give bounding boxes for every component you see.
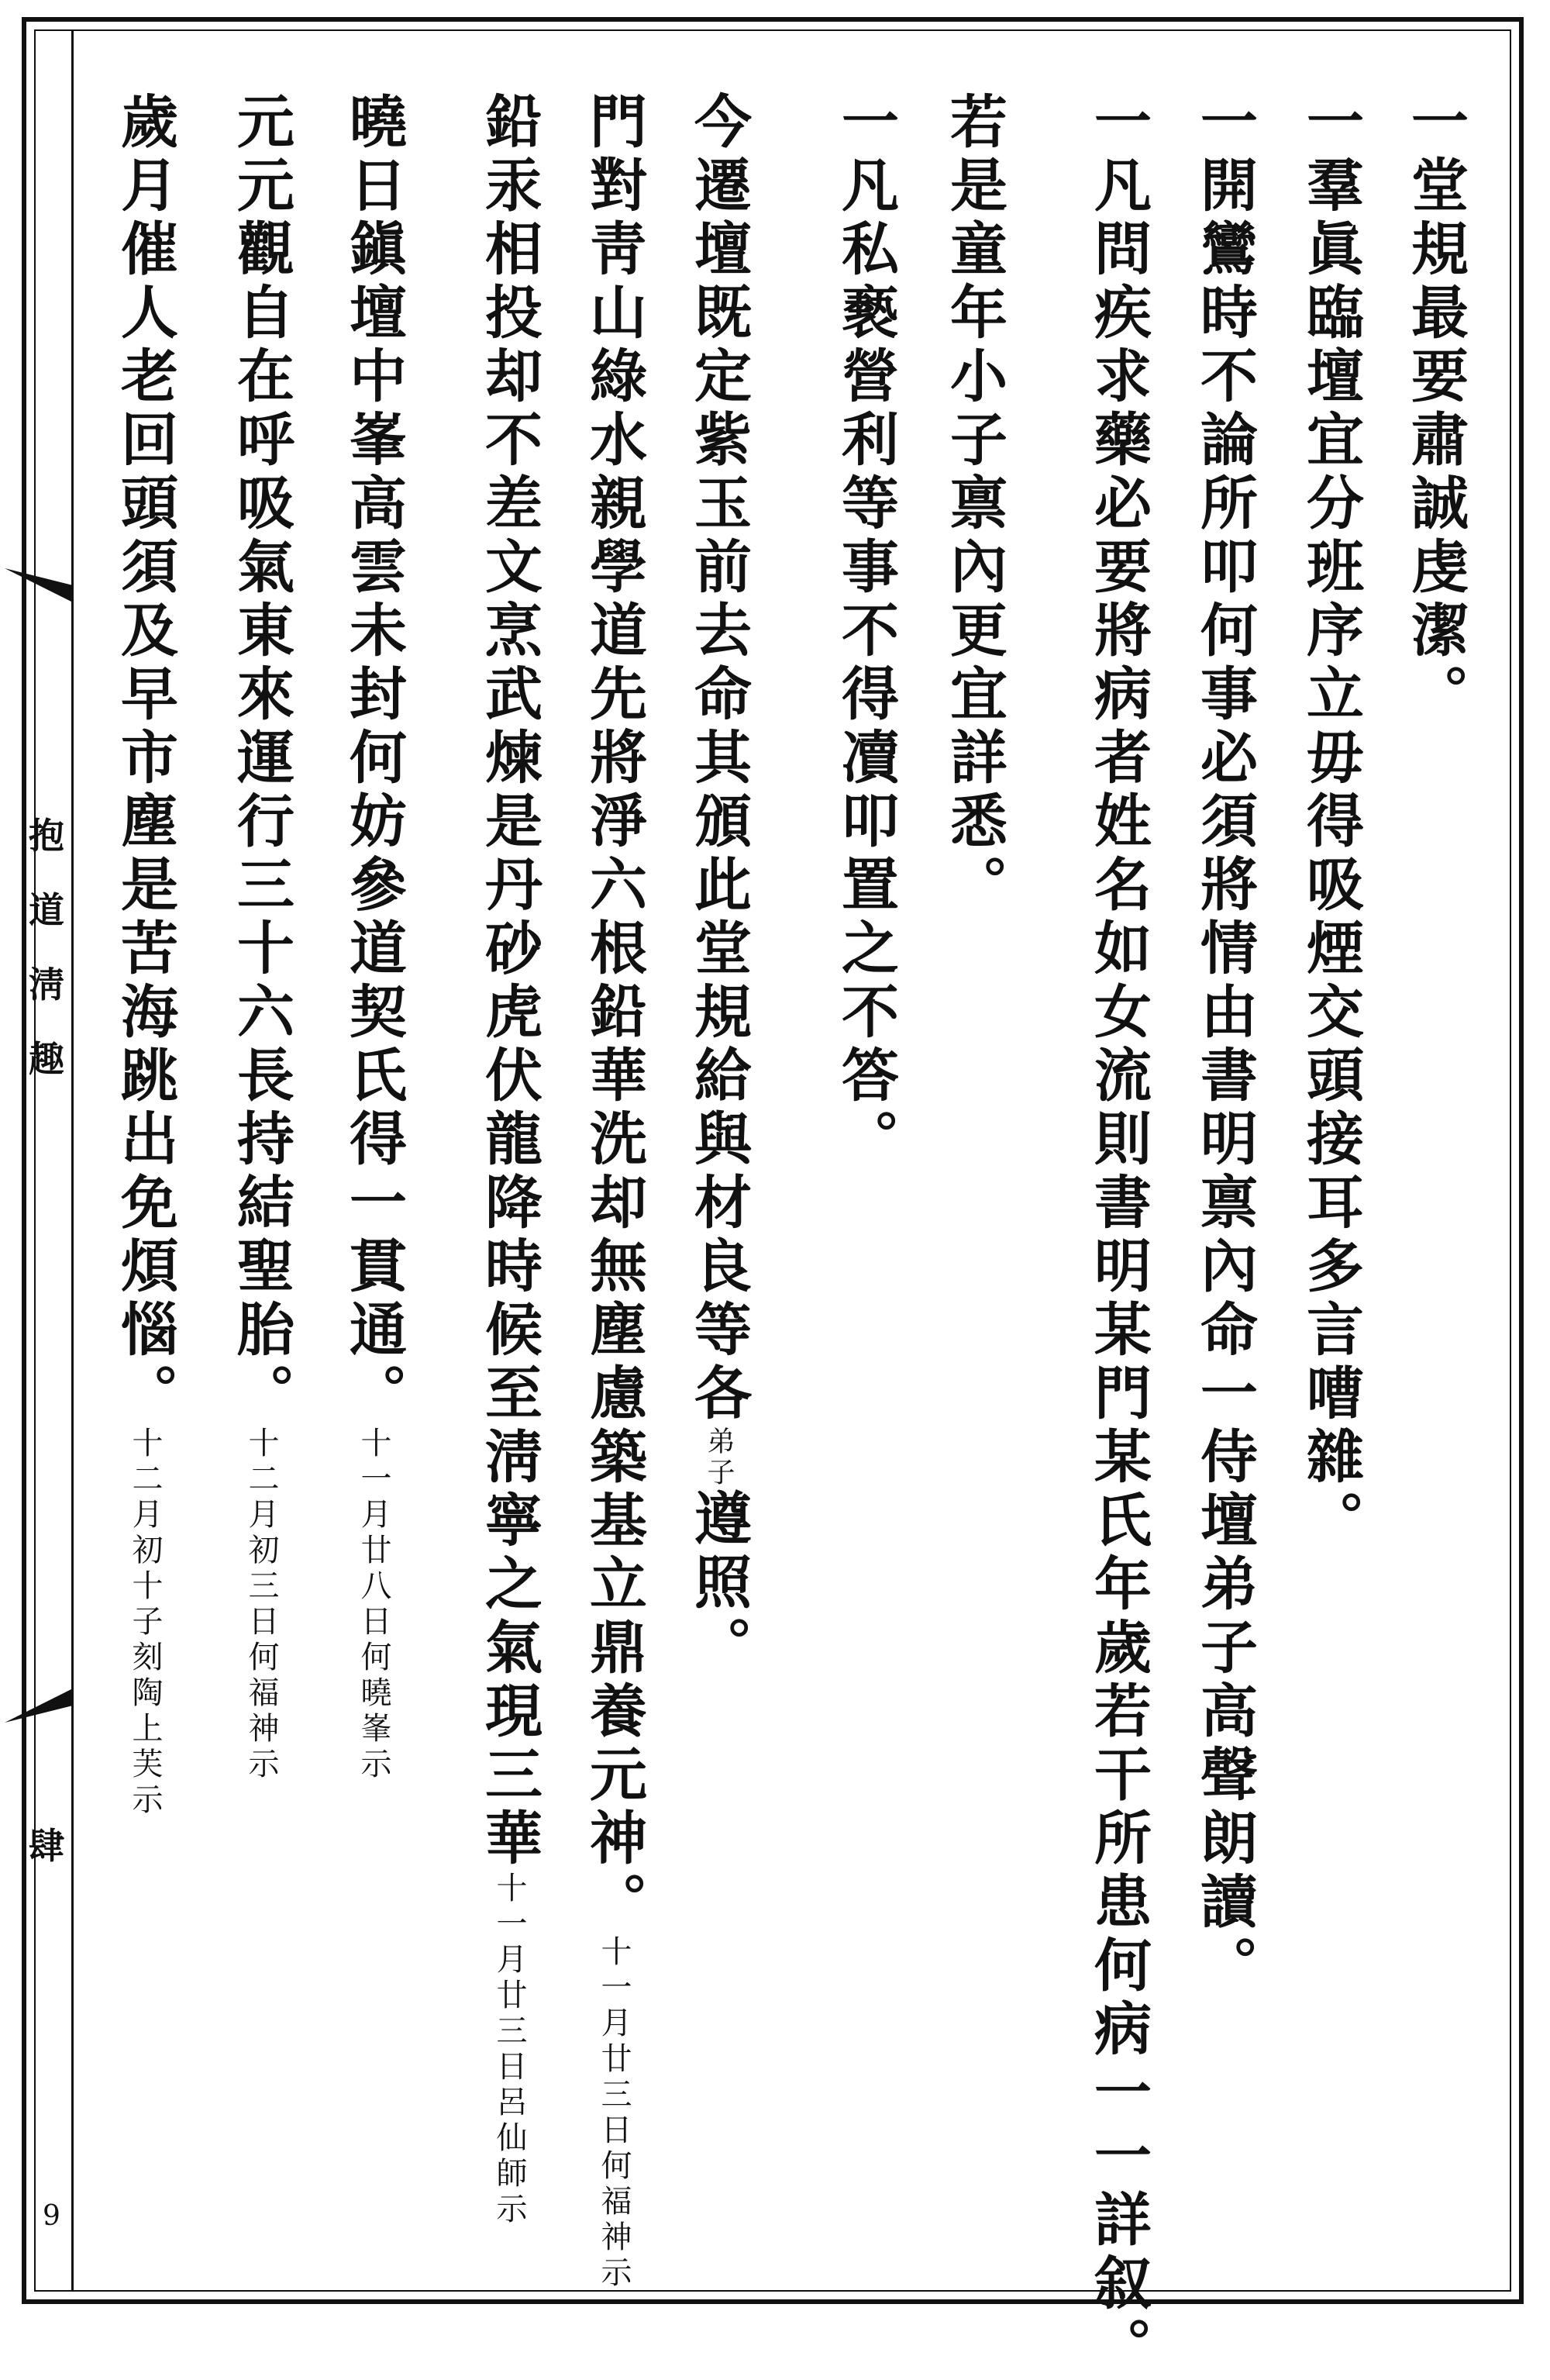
margin-title-char: 抱	[29, 815, 64, 857]
fishtail-ornament-bottom	[3, 1682, 74, 1729]
text-column-5	[941, 91, 1008, 918]
column-text: 鉛汞相投却不差文烹武煉是丹砂虎伏龍降時候至淸寧之氣現三華	[476, 91, 542, 1871]
page-number: 9	[43, 2200, 60, 2232]
margin-leaf-numeral: 肆	[29, 1825, 64, 1867]
margin-book-title	[23, 799, 70, 1096]
column-text: 一凡問疾求藥必要將病者姓名如女流則書明某門某氏年歲若干所患何病一一詳叙。	[1085, 91, 1152, 2380]
column-text: 一凡私褻營利等事不得凟叩置之不答。	[832, 91, 899, 1172]
text-column-7	[685, 91, 752, 1679]
column-small-text: 弟子	[703, 1426, 735, 1488]
column-text: 今遷壇既定紫玉前去命其頒此堂規給與材良等各	[685, 91, 752, 1426]
margin-title-char: 道	[29, 889, 64, 931]
column-tail-text: 遵照。	[685, 1488, 752, 1679]
column-text: 一羣眞臨壇宜分班序立毋得吸煙交頭接耳多言嘈雜。	[1297, 91, 1364, 1554]
column-text: 一開鸞時不論所叩何事必須將情由書明禀內命一侍壇弟子高聲朗讀。	[1191, 91, 1258, 1999]
text-column-1	[1402, 91, 1469, 727]
text-column-6	[832, 91, 899, 1172]
column-date-note: 十一月廿八日何曉峯示	[356, 1426, 391, 1783]
text-column-8	[580, 91, 647, 2292]
column-text: 歲月催人老回頭須及早市塵是苦海跳出免煩惱。	[112, 91, 178, 1426]
column-date-note: 十一月廿三日呂仙師示	[491, 1871, 527, 2228]
text-column-4	[1085, 91, 1152, 2380]
margin-title-char: 趣	[29, 1038, 64, 1080]
text-column-9	[476, 91, 542, 2228]
column-text: 曉日鎭壇中峯高雲未封何妨參道契氏得一貫通。	[340, 91, 407, 1426]
fishtail-ornament-top	[3, 562, 74, 609]
margin-rule	[71, 29, 74, 2292]
column-text: 若是童年小子禀內更宜詳悉。	[941, 91, 1008, 918]
column-text: 一堂規最要肅誠虔潔。	[1402, 91, 1469, 727]
column-date-note: 十一月廿三日何福神示	[596, 1935, 632, 2292]
column-text: 門對靑山綠水親學道先將淨六根鉛華洗却無塵慮築基立鼎養元神。	[580, 91, 647, 1935]
text-column-11	[228, 91, 294, 1783]
column-text: 元元觀自在呼吸氣東來運行三十六長持結聖胎。	[228, 91, 294, 1426]
text-column-12	[112, 91, 178, 1819]
text-column-3	[1191, 91, 1258, 1999]
margin-title-char: 淸	[29, 964, 64, 1005]
text-column-2	[1297, 91, 1364, 1554]
text-column-10	[340, 91, 407, 1783]
column-date-note: 十二月初三日何福神示	[243, 1426, 279, 1783]
column-date-note: 十二月初十子刻陶上芙示	[127, 1426, 163, 1819]
